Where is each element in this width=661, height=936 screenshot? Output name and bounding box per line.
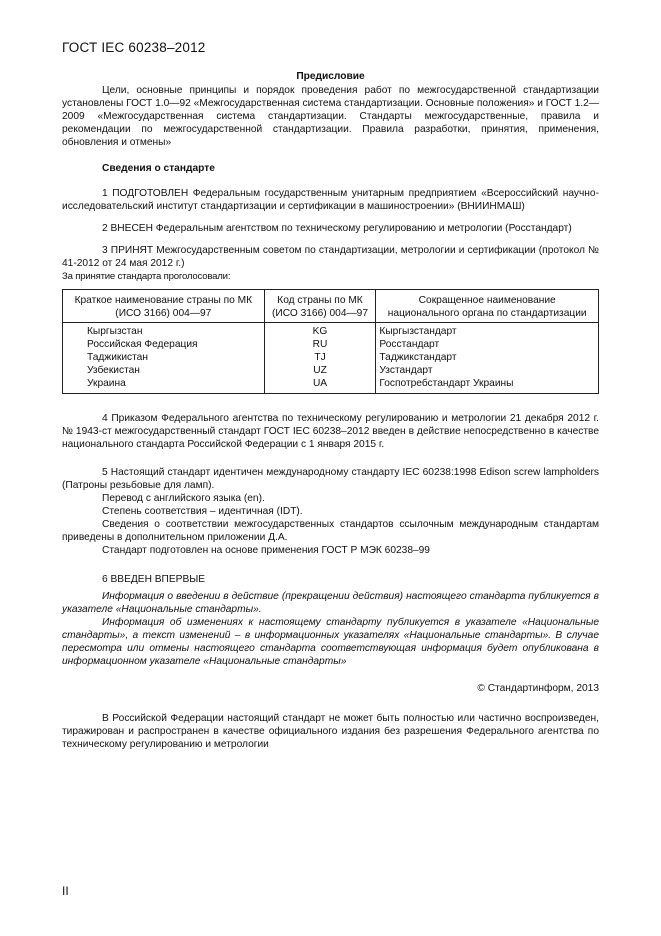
body-cell: Росстандарт [376,338,599,351]
body-cell: Госпотребстандарт Украины [376,377,599,394]
info-item-1: 1 ПОДГОТОВЛЕН Федеральным государственным унитарным предприятием «Всероссийский научно-исследовательский институт стандартизации и сертификации в машиностроении» (ВНИИНМАШ) [62,188,599,212]
table-row [63,338,599,351]
preface-title: Предисловие [296,71,365,82]
changes-info: Информация об изменениях к настоящему стандарту публикуется в указателе «Национальные стандарты», а текст изменений – в информационных указателях «Национальные стандарты». В случае пересмотра или отмены настоящего стандарта соответствующая информация будет опубликована в информационном указателе «Национальные стандарты» [62,617,599,667]
code-cell: TJ [264,351,376,364]
references-note: Сведения о соответствии межгосударственных стандартов ссылочным международным стандартам приведены в дополнительном приложении Д.А. [62,519,599,543]
preface-text: Цели, основные принципы и порядок проведения работ по межгосударственной стандартизации установлены ГОСТ 1.0—92 «Межгосударственная система стандартизации. Основные положения» и ГОСТ 1.2—2009 «Межгосударственная система стандартизации. Стандарты межгосударственные, правила и рекомендации по межгосударственной стандартизации. Правила разработки, принятия, применения, обновления и отмены» [62,85,600,148]
document-header-title: ГОСТ IEC 60238–2012 [62,40,206,55]
basis-note: Стандарт подготовлен на основе применения ГОСТ Р МЭК 60238–99 [102,545,430,556]
body-cell: Таджикстандарт [376,351,599,364]
reproduction-notice: В Российской Федерации настоящий стандарт не может быть полностью или частично воспроизведен, тиражирован и распространен в качестве официального издания без разрешения Федерального агентства по техническому регулированию и метрологии [62,713,599,750]
body-cell: Узстандарт [376,364,599,377]
table-header-country: Краткое наименование страны по МК (ИСО 3166) 004—97 [63,290,265,323]
code-cell: UA [264,377,376,394]
country-cell: Кыргызстан [63,323,265,339]
country-cell: Российская Федерация [63,338,265,351]
body-cell: Кыргызстандарт [376,323,599,339]
conformity-degree: Степень соответствия – идентичная (IDT). [102,506,303,517]
document-body [62,70,599,751]
code-cell: UZ [264,364,376,377]
table-row [63,323,599,339]
publication-info: Информация о введении в действие (прекращении действия) настоящего стандарта публикуется в указателе «Национальные стандарты». [62,591,599,615]
info-item-4: 4 Приказом Федерального агентства по техническому регулированию и метрологии 21 декабря 2012 г. № 1943-ст межгосударственный стандарт ГОСТ IEC 60238–2012 введен в действие непосредственно в качестве национального стандарта Российской Федерации с 1 января 2015 г. [62,413,599,450]
country-cell: Таджикистан [63,351,265,364]
country-cell: Украина [63,377,265,394]
info-item-6-title: 6 ВВЕДЕН ВПЕРВЫЕ [102,574,206,585]
copyright-notice: © Стандартинформ, 2013 [477,683,599,694]
table-row [63,377,599,394]
translation-note: Перевод с английского языка (en). [102,493,265,504]
page-number: II [62,884,69,898]
info-item-5: 5 Настоящий стандарт идентичен международному стандарту IEC 60238:1998 Edison screw lampholders (Патроны резьбовые для ламп). [62,467,599,491]
vote-intro: За принятие стандарта проголосовали: [62,271,231,282]
info-item-2: 2 ВНЕСЕН Федеральным агентством по техническому регулированию и метрологии (Росстандарт) [102,223,572,234]
code-cell: RU [264,338,376,351]
table-header-code: Код страны по МК (ИСО 3166) 004—97 [264,290,376,323]
voting-table [62,289,599,394]
country-cell: Узбекистан [63,364,265,377]
table-header-body: Сокращенное наименование национального органа по стандартизации [376,290,599,323]
table-row [63,364,599,377]
table-row [63,351,599,364]
info-item-3: 3 ПРИНЯТ Межгосударственным советом по стандартизации, метрологии и сертификации (протокол № 41-2012 от 24 мая 2012 г.) [62,245,599,269]
code-cell: KG [264,323,376,339]
standard-info-heading: Сведения о стандарте [102,163,215,174]
